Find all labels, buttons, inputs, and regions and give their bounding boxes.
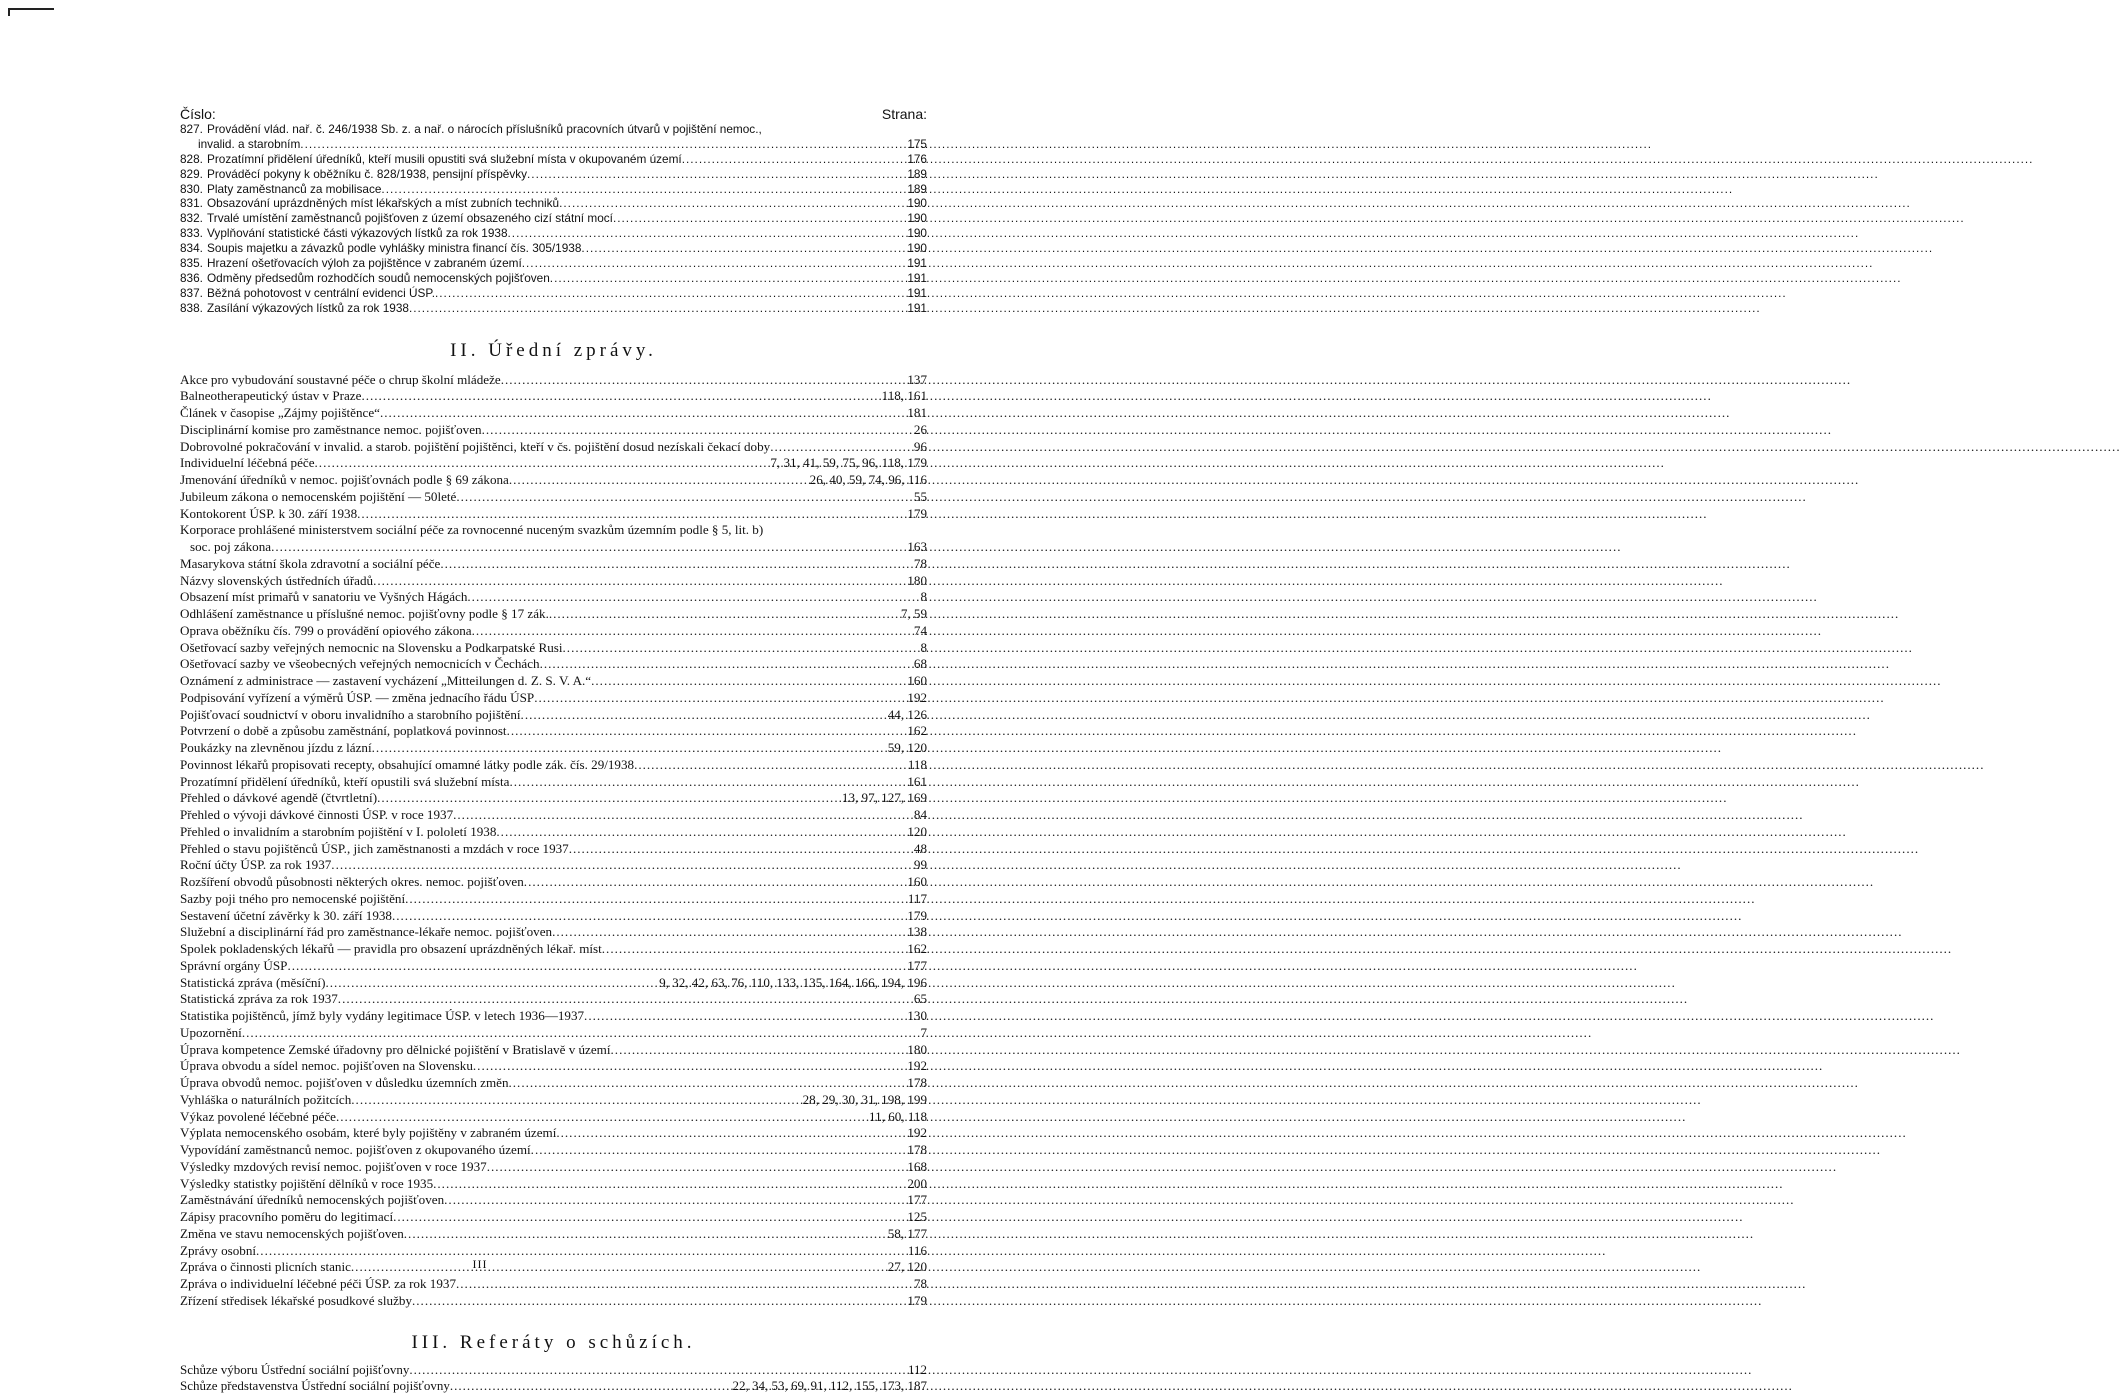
- index-entry: [180, 606, 927, 623]
- entry-page-numbers: 7, 31, 41, 59, 75, 96, 118, 179: [770, 455, 927, 471]
- index-entry: [180, 857, 927, 874]
- dot-leader: [602, 941, 904, 958]
- dot-leader: [569, 841, 910, 858]
- dot-leader: [501, 372, 904, 389]
- index-entry: [180, 623, 927, 640]
- entry-page-numbers: 84: [913, 807, 927, 823]
- index-entry: [180, 874, 927, 891]
- entry-page-numbers: 118: [907, 756, 927, 772]
- entry-title: Přehled o invalidním a starobním pojištění v I. pololetí 1938: [180, 823, 497, 839]
- dot-leader: [242, 1025, 917, 1042]
- index-entry: [180, 1058, 927, 1075]
- entry-page-numbers: 65: [913, 991, 927, 1007]
- entry-number: 835.: [180, 256, 203, 270]
- entry-title: Oprava oběžníku čís. 799 o provádění opiového zákona: [180, 622, 472, 638]
- dot-leader: [325, 975, 655, 992]
- entry-page-numbers: 162: [907, 723, 927, 739]
- entry-page-numbers: 26: [913, 421, 927, 437]
- entry-page-numbers: 8: [920, 589, 927, 605]
- entry-title-continued: invalid. a starobním: [198, 136, 301, 151]
- entry-page-numbers: 190: [907, 211, 927, 226]
- index-entry: [180, 924, 927, 941]
- entry-page-numbers: 117: [907, 890, 927, 906]
- entry-page-numbers: 112: [907, 1361, 927, 1377]
- entry-page-numbers: 179: [907, 907, 927, 923]
- entry-title: Úprava kompetence Zemské úřadovny pro dělnické pojištění v Bratislavě v území: [180, 1041, 611, 1057]
- dot-leader: [338, 991, 910, 1008]
- index-entry: [180, 740, 927, 757]
- entry-title: Statistická zpráva (měsíční): [180, 974, 326, 990]
- dot-leader: [440, 556, 910, 573]
- dot-leader: [380, 405, 903, 422]
- official-reports-list: [180, 372, 927, 1310]
- entry-number: 828.: [180, 151, 203, 166]
- entry-title: Zpráva o individuelní léčebné péči ÚSP. za rok 1937: [180, 1276, 456, 1292]
- dot-leader: [444, 1192, 903, 1209]
- entry-title: Zápisy pracovního poměru do legitimací: [180, 1209, 394, 1225]
- entry-page-numbers: 178: [907, 1142, 927, 1158]
- dot-leader: [509, 472, 806, 489]
- index-entry: [180, 723, 927, 740]
- entry-title: Platy zaměstnanců za mobilisace: [207, 181, 382, 196]
- index-entry: [180, 1192, 927, 1209]
- entry-title: Obsazování uprázdněných míst lékařských a míst zubních techniků: [207, 196, 560, 211]
- entry-title: Soupis majetku a závazků podle vyhlášky ministra financí čís. 305/1938: [207, 241, 582, 256]
- dot-leader: [634, 757, 904, 774]
- entry-title: Roční účty ÚSP. za rok 1937: [180, 857, 332, 873]
- dot-leader: [409, 301, 903, 316]
- entry-title: Přehled o vývoji dávkové činnosti ÚSP. v roce 1937: [180, 807, 454, 823]
- dot-leader: [361, 388, 877, 405]
- entry-page-numbers: 191: [907, 270, 927, 285]
- dot-leader: [315, 455, 767, 472]
- index-entry: [180, 958, 927, 975]
- index-entry: [180, 122, 927, 137]
- entry-page-numbers: 26, 40, 59, 74, 96, 116: [809, 472, 927, 488]
- index-entry: [180, 1159, 927, 1176]
- entry-number: 831.: [180, 196, 203, 211]
- index-entry: [180, 975, 927, 992]
- entry-title: Úprava obvodu a sídel nemoc. pojišťoven na Slovensku: [180, 1058, 473, 1074]
- entry-page-numbers: 180: [907, 1041, 927, 1057]
- dot-leader: [770, 439, 910, 456]
- index-entry: [180, 841, 927, 858]
- entry-page-numbers: 58, 177: [887, 1225, 927, 1241]
- entry-title: Podpisování vyřízení a výměrů ÚSP. — změna jednacího řádu ÚSP: [180, 689, 535, 705]
- entry-page-numbers: 191: [907, 285, 927, 300]
- page-folio: III: [472, 1257, 488, 1271]
- entry-title: Individuelní léčebná péče: [180, 455, 315, 471]
- meeting-reports-list: [180, 1362, 927, 1395]
- entry-title: Přehled o stavu pojištěnců ÚSP., jich zaměstnanosti a mzdách v roce 1937: [180, 840, 569, 856]
- entry-title: Zřízení středisek lékařské posudkové služby: [180, 1292, 412, 1308]
- index-entry: [180, 1378, 927, 1395]
- index-header: [180, 100, 927, 122]
- dot-leader: [682, 152, 904, 167]
- index-entry: [180, 256, 927, 271]
- index-entry: [180, 211, 927, 226]
- index-entry: [180, 241, 927, 256]
- entry-page-numbers: 181: [907, 405, 927, 421]
- entry-title: Obsazení míst primařů v sanatoriu ve Vyšných Hágách: [180, 589, 468, 605]
- entry-page-numbers: 163: [907, 539, 927, 555]
- index-entry: [180, 1142, 927, 1159]
- entry-title: Jubileum zákona o nemocenském pojištění — 50leté: [180, 488, 457, 504]
- index-entry: [180, 1125, 927, 1142]
- entry-title: Běžná pohotovost v centrální evidenci ÚSP.: [207, 285, 435, 300]
- entry-title: Spolek pokladenských lékařů — pravidla pro obsazení uprázdněných lékař. míst: [180, 941, 602, 957]
- dot-leader: [271, 539, 903, 556]
- entry-title: Zpráva o činnosti plicních stanic: [180, 1259, 351, 1275]
- section-title-meeting-reports: III. Referáty o schůzích.: [411, 1331, 696, 1353]
- entry-title: Úprava obvodů nemoc. pojišťoven v důsledku územních změn: [180, 1075, 509, 1091]
- entry-page-numbers: 190: [907, 226, 927, 241]
- entry-title: Statistika pojištěnců, jímž byly vydány legitimace ÚSP. v letech 1936—1937: [180, 1008, 585, 1024]
- index-entry: [180, 422, 927, 439]
- entry-number: 829.: [180, 166, 203, 181]
- dot-leader: [507, 723, 904, 740]
- index-entry: [180, 522, 927, 539]
- index-entry: [180, 573, 927, 590]
- section-title-official-reports: II. Úřední zprávy.: [450, 339, 657, 361]
- entry-title: Zasílání výkazových lístků za rok 1938: [207, 300, 409, 315]
- index-entry: [180, 807, 927, 824]
- dot-leader: [472, 623, 910, 640]
- entry-title: Výkaz povolené léčebné péče: [180, 1108, 336, 1124]
- index-entry: [180, 1176, 927, 1193]
- index-entry: [180, 1362, 927, 1379]
- entry-title: Potvrzení o době a způsobu zaměstnání, poplatková povinnost: [180, 723, 507, 739]
- entry-page-numbers: 191: [907, 256, 927, 270]
- entry-page-numbers: 160: [907, 874, 927, 890]
- dot-leader: [393, 1209, 903, 1226]
- dot-leader: [508, 226, 904, 241]
- index-entry: [180, 941, 927, 958]
- entry-number: 834.: [180, 241, 203, 256]
- entry-number: 833.: [180, 226, 203, 241]
- entry-page-numbers: 118, 161: [881, 388, 927, 404]
- entry-page-numbers: 13, 97, 127, 169: [841, 790, 927, 806]
- dot-leader: [556, 1125, 903, 1142]
- entry-title: Článek v časopise „Zájmy pojištěnce“: [180, 405, 380, 421]
- dot-leader: [467, 589, 916, 606]
- index-entry: [180, 790, 927, 807]
- entry-title: Vyplňování statistické části výkazových lístků za rok 1938: [207, 226, 508, 241]
- entry-page-numbers: 200: [907, 1175, 927, 1191]
- index-entry: [180, 489, 927, 506]
- entry-number: 838.: [180, 300, 203, 315]
- dot-leader: [559, 196, 903, 211]
- dot-leader: [373, 573, 903, 590]
- index-entry: [180, 589, 927, 606]
- entry-page-numbers: 120: [907, 823, 927, 839]
- dot-leader: [552, 924, 903, 941]
- entry-title: Vypovídání zaměstnanců nemoc. pojišťoven z okupovaného území: [180, 1142, 531, 1158]
- entry-page-numbers: 96: [913, 438, 927, 454]
- dot-leader: [331, 857, 910, 874]
- entry-title: Ošetřovací sazby veřejných nemocnic na Slovensku a Podkarpatské Rusi: [180, 639, 563, 655]
- index-entry: [180, 372, 927, 389]
- index-entry-continuation: [180, 137, 927, 152]
- dot-leader: [336, 1109, 865, 1126]
- entry-title: Kontokorent ÚSP. k 30. září 1938: [180, 505, 358, 521]
- entry-title: Výplata nemocenského osobám, které byly pojištěny v zabraném území: [180, 1125, 557, 1141]
- index-entry: [180, 908, 927, 925]
- dot-leader: [456, 489, 910, 506]
- entry-page-numbers: 28, 29, 30, 31, 198, 199: [802, 1091, 927, 1107]
- circulars-list: [180, 122, 927, 316]
- entry-number: 832.: [180, 211, 203, 226]
- dot-leader: [412, 1293, 903, 1310]
- entry-title: Prováděcí pokyny k oběžníku č. 828/1938, pensijní příspěvky: [207, 166, 528, 181]
- index-entry: [180, 757, 927, 774]
- entry-page-numbers: 176: [907, 151, 927, 166]
- dot-leader: [357, 506, 903, 523]
- entry-title: Přehled o dávkové agendě (čtvrtletní): [180, 790, 378, 806]
- entry-page-numbers: 55: [913, 488, 927, 504]
- index-entry: [180, 1109, 927, 1126]
- entry-page-numbers: 125: [907, 1209, 927, 1225]
- entry-title: Rozšíření obvodů působnosti některých okres. nemoc. pojišťoven: [180, 874, 524, 890]
- entry-page-numbers: 191: [907, 300, 927, 315]
- entry-title: Zprávy osobní: [180, 1242, 257, 1258]
- dot-leader: [287, 958, 903, 975]
- entry-page-numbers: 168: [907, 1158, 927, 1174]
- entry-title: Prozatímní přidělení úředníků, kteří musili opustiti svá služební místa v okupovaném území: [207, 151, 682, 166]
- entry-title: Výsledky mzdových revisí nemoc. pojišťoven v roce 1937: [180, 1158, 487, 1174]
- dot-leader: [473, 1058, 903, 1075]
- dot-leader: [377, 790, 838, 807]
- dot-leader: [531, 1142, 904, 1159]
- dot-leader: [409, 1362, 904, 1379]
- index-entry: [180, 824, 927, 841]
- index-entry: [180, 226, 927, 241]
- entry-page-numbers: 175: [907, 136, 927, 151]
- entry-page-numbers: 160: [907, 673, 927, 689]
- index-entry: [180, 1008, 927, 1025]
- entry-title: Dobrovolné pokračování v invalid. a starob. pojištění pojištěnci, kteří v čs. pojištění dosud nezískali čekací doby: [180, 438, 771, 454]
- header-right-label: Strana:: [881, 106, 927, 122]
- entry-title: Statistická zpráva za rok 1937: [180, 991, 338, 1007]
- entry-title: Výsledky statistky pojištění dělníků v roce 1935: [180, 1175, 434, 1191]
- entry-page-numbers: 116: [907, 1242, 927, 1258]
- entry-page-numbers: 27, 120: [887, 1259, 927, 1275]
- entry-title: Odměny předsedům rozhodčích soudů nemocenských pojišťoven: [207, 270, 550, 285]
- header-left-label: Číslo:: [180, 106, 216, 122]
- entry-title: Správní orgány ÚSP: [180, 957, 288, 973]
- entry-page-numbers: 44, 126: [887, 706, 927, 722]
- index-entry: [180, 1042, 927, 1059]
- index-entry: [180, 1025, 927, 1042]
- entry-page-numbers: 180: [907, 572, 927, 588]
- entry-title: Upozornění: [180, 1024, 242, 1040]
- entry-number: 837.: [180, 285, 203, 300]
- entry-page-numbers: 78: [913, 1276, 927, 1292]
- entry-page-numbers: 138: [907, 924, 927, 940]
- dot-leader: [351, 1092, 798, 1109]
- dot-leader: [549, 606, 897, 623]
- index-entry: [180, 472, 927, 489]
- entry-title: Masarykova státní škola zdravotní a sociální péče: [180, 555, 441, 571]
- index-entry: [180, 1226, 927, 1243]
- dot-leader: [404, 1226, 884, 1243]
- dot-leader: [433, 1176, 903, 1193]
- entry-title: Prozatímní přidělení úředníků, kteří opustili svá služební místa: [180, 773, 510, 789]
- index-entry: [180, 1075, 927, 1092]
- index-entry: [180, 1276, 927, 1293]
- dot-leader: [581, 241, 903, 256]
- index-entry: [180, 707, 927, 724]
- entry-page-numbers: 192: [907, 1058, 927, 1074]
- entry-page-numbers: 78: [913, 555, 927, 571]
- entry-title: Balneotherapeutický ústav v Praze: [180, 388, 362, 404]
- entry-page-numbers: 179: [907, 1292, 927, 1308]
- index-entry: [180, 991, 927, 1008]
- dot-leader: [540, 656, 910, 673]
- entry-number: 827.: [180, 121, 203, 136]
- entry-page-numbers: 189: [907, 166, 927, 181]
- index-entry: [180, 301, 927, 316]
- dot-leader: [584, 1008, 903, 1025]
- dot-leader: [611, 1042, 904, 1059]
- dot-leader: [509, 774, 903, 791]
- dot-leader: [487, 1159, 904, 1176]
- entry-page-numbers: 178: [907, 1075, 927, 1091]
- dot-leader: [522, 256, 904, 271]
- entry-page-numbers: 99: [913, 857, 927, 873]
- entry-title: Názvy slovenských ústředních úřadů: [180, 572, 374, 588]
- index-entry: [180, 167, 927, 182]
- dot-leader: [453, 807, 910, 824]
- index-entry: [180, 656, 927, 673]
- entry-page-numbers: 161: [907, 773, 927, 789]
- dot-leader: [405, 891, 904, 908]
- entry-page-numbers: 48: [913, 840, 927, 856]
- dot-leader: [550, 271, 904, 286]
- entry-number: 836.: [180, 270, 203, 285]
- dot-leader: [613, 211, 903, 226]
- entry-page-numbers: 74: [913, 622, 927, 638]
- entry-page-numbers: 59, 120: [887, 740, 927, 756]
- entry-title: Zaměstnávání úředníků nemocenských pojišťoven: [180, 1192, 445, 1208]
- entry-page-numbers: 68: [913, 656, 927, 672]
- index-entry: [180, 1293, 927, 1310]
- entry-number: 830.: [180, 181, 203, 196]
- entry-page-numbers: 9, 32, 42, 63, 76, 110, 133, 135, 164, 166, 194, 196: [659, 974, 927, 990]
- entry-title: Disciplinární komise pro zaměstnance nemoc. pojišťoven: [180, 421, 482, 437]
- index-entry: [180, 455, 927, 472]
- index-entry: [180, 556, 927, 573]
- entry-title: Poukázky na zlevněnou jízdu z lázní: [180, 740, 372, 756]
- index-entry-continuation: [180, 539, 927, 556]
- index-entry: [180, 152, 927, 167]
- dot-leader: [381, 182, 903, 197]
- entry-page-numbers: 190: [907, 196, 927, 211]
- entry-page-numbers: 22, 34, 53, 69, 91, 112, 155, 173, 187: [732, 1378, 927, 1394]
- dot-leader: [591, 673, 903, 690]
- dot-leader: [435, 286, 903, 301]
- entry-title: Provádění vlád. nař. č. 246/1938 Sb. z. a nař. o nárocích příslušníků pracovních útvarů v pojištění nemoc.,: [207, 121, 762, 136]
- entry-title: Akce pro vybudování soustavné péče o chrup školní mládeže: [180, 371, 501, 387]
- index-entry: [180, 506, 927, 523]
- entry-page-numbers: 179: [907, 505, 927, 521]
- dot-leader: [509, 1075, 904, 1092]
- dot-leader: [482, 422, 910, 439]
- page-corner-mark: [8, 8, 54, 16]
- entry-title: Oznámení z administrace — zastavení vycházení „Mitteilungen d. Z. S. V. A.“: [180, 673, 592, 689]
- index-entry: [180, 388, 927, 405]
- dot-leader: [521, 707, 884, 724]
- entry-page-numbers: 137: [907, 371, 927, 387]
- entry-title: Schůze představenstva Ústřední sociální pojišťovny: [180, 1378, 450, 1394]
- dot-leader: [392, 908, 903, 925]
- dot-leader: [450, 1378, 729, 1395]
- index-entry: [180, 196, 927, 211]
- entry-page-numbers: 162: [907, 941, 927, 957]
- dot-leader: [496, 824, 903, 841]
- dot-leader: [534, 690, 903, 707]
- index-entry: [180, 271, 927, 286]
- entry-title: Hrazení ošetřovacích výloh za pojištěnce v zabraném území: [207, 256, 522, 270]
- entry-title: Schůze výboru Ústřední sociální pojišťovny: [180, 1361, 410, 1377]
- entry-title: Pojišťovací soudnictví v oboru invalidního a starobního pojištění: [180, 706, 521, 722]
- dot-leader: [300, 137, 903, 152]
- index-entry: [180, 182, 927, 197]
- index-entry: [180, 1209, 927, 1226]
- entry-title: Služební a disciplinární řád pro zaměstnance-lékaře nemoc. pojišťoven: [180, 924, 553, 940]
- dot-leader: [563, 640, 917, 657]
- entry-title: Vyhláška o naturálních požitcích: [180, 1091, 352, 1107]
- index-entry: [180, 891, 927, 908]
- entry-page-numbers: 7, 59: [900, 606, 927, 622]
- entry-page-numbers: 189: [907, 181, 927, 196]
- entry-title-continued: soc. poj zákona: [190, 539, 272, 555]
- index-entry: [180, 405, 927, 422]
- dot-leader: [527, 167, 903, 182]
- entry-title: Změna ve stavu nemocenských pojišťoven: [180, 1225, 404, 1241]
- dot-leader: [456, 1276, 910, 1293]
- dot-leader: [372, 740, 884, 757]
- entry-page-numbers: 192: [907, 689, 927, 705]
- index-entry: [180, 673, 927, 690]
- entry-title: Jmenování úředníků v nemoc. pojišťovnách podle § 69 zákona: [180, 472, 509, 488]
- entry-title: Sestavení účetní závěrky k 30. září 1938: [180, 907, 392, 923]
- entry-title: Odhlášení zaměstnance u příslušné nemoc. pojišťovny podle § 17 zák.: [180, 606, 549, 622]
- entry-page-numbers: 7: [920, 1024, 927, 1040]
- index-page: [180, 100, 927, 1395]
- index-entry: [180, 774, 927, 791]
- entry-page-numbers: 190: [907, 241, 927, 256]
- entry-title: Ošetřovací sazby ve všeobecných veřejných nemocnicích v Čechách: [180, 656, 540, 672]
- entry-page-numbers: 11, 60, 118: [869, 1108, 927, 1124]
- dot-leader: [524, 874, 904, 891]
- index-entry: [180, 439, 927, 456]
- entry-page-numbers: 130: [907, 1008, 927, 1024]
- entry-title: Trvalé umístění zaměstnanců pojišťoven z území obsazeného cizí státní mocí: [207, 211, 613, 226]
- entry-page-numbers: 177: [907, 957, 927, 973]
- entry-title: Korporace prohlášené ministerstvem sociální péče za rovnocenné nuceným svazkům územním podle § 5, lit. b): [180, 522, 764, 538]
- index-entry: [180, 640, 927, 657]
- index-entry: [180, 1092, 927, 1109]
- entry-title: Povinnost lékařů propisovati recepty, obsahující omamné látky podle zák. čís. 29/1938: [180, 756, 635, 772]
- index-entry: [180, 690, 927, 707]
- entry-page-numbers: 8: [920, 639, 927, 655]
- index-entry: [180, 286, 927, 301]
- entry-page-numbers: 177: [907, 1192, 927, 1208]
- entry-title: Sazby poji tného pro nemocenské pojištění: [180, 890, 406, 906]
- entry-page-numbers: 192: [907, 1125, 927, 1141]
